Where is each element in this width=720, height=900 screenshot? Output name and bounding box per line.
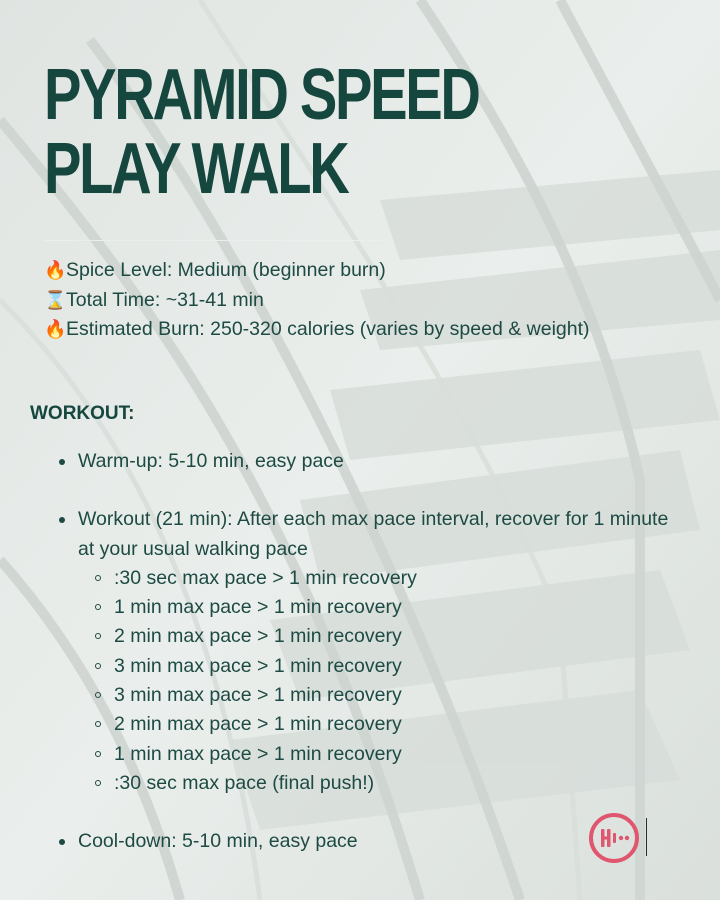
estimated-burn-line <box>44 315 644 345</box>
spice-level-line <box>44 256 644 286</box>
interval-item: :30 sec max pace > 1 min recovery <box>114 564 678 593</box>
total-time-text: Total Time: ~31-41 min <box>66 288 264 311</box>
fire-icon: 🔥 <box>44 260 67 280</box>
logo-divider <box>646 818 647 856</box>
title-line-1: PYRAMID SPEED <box>44 55 479 135</box>
workout-list <box>78 447 678 857</box>
workout-item: Workout (21 min): After each max pace interval, recover for 1 minute at your usual walking pace <box>78 505 678 564</box>
workout-meta <box>44 256 644 345</box>
total-time-line <box>44 286 644 316</box>
interval-item: 3 min max pace > 1 min recovery <box>114 652 678 681</box>
fire-icon: 🔥 <box>44 319 67 339</box>
page-title <box>44 55 479 209</box>
interval-item: 1 min max pace > 1 min recovery <box>114 593 678 622</box>
interval-list <box>78 564 678 798</box>
interval-item: 2 min max pace > 1 min recovery <box>114 622 678 651</box>
title-divider <box>44 240 390 241</box>
interval-item: 3 min max pace > 1 min recovery <box>114 681 678 710</box>
interval-item: 1 min max pace > 1 min recovery <box>114 740 678 769</box>
interval-item: 2 min max pace > 1 min recovery <box>114 710 678 739</box>
interval-item: :30 sec max pace (final push!) <box>114 769 678 798</box>
brand-logo-icon <box>588 812 640 864</box>
section-label: WORKOUT: <box>30 403 135 424</box>
warmup-item: Warm-up: 5-10 min, easy pace <box>78 447 678 476</box>
cooldown-item: Cool-down: 5-10 min, easy pace <box>78 827 678 856</box>
hourglass-icon: ⌛ <box>44 289 67 310</box>
estimated-burn-text: Estimated Burn: 250-320 calories (varies by speed & weight) <box>66 318 590 340</box>
spice-level-text: Spice Level: Medium (beginner burn) <box>66 259 386 281</box>
title-line-2: PLAY WALK <box>44 129 348 209</box>
